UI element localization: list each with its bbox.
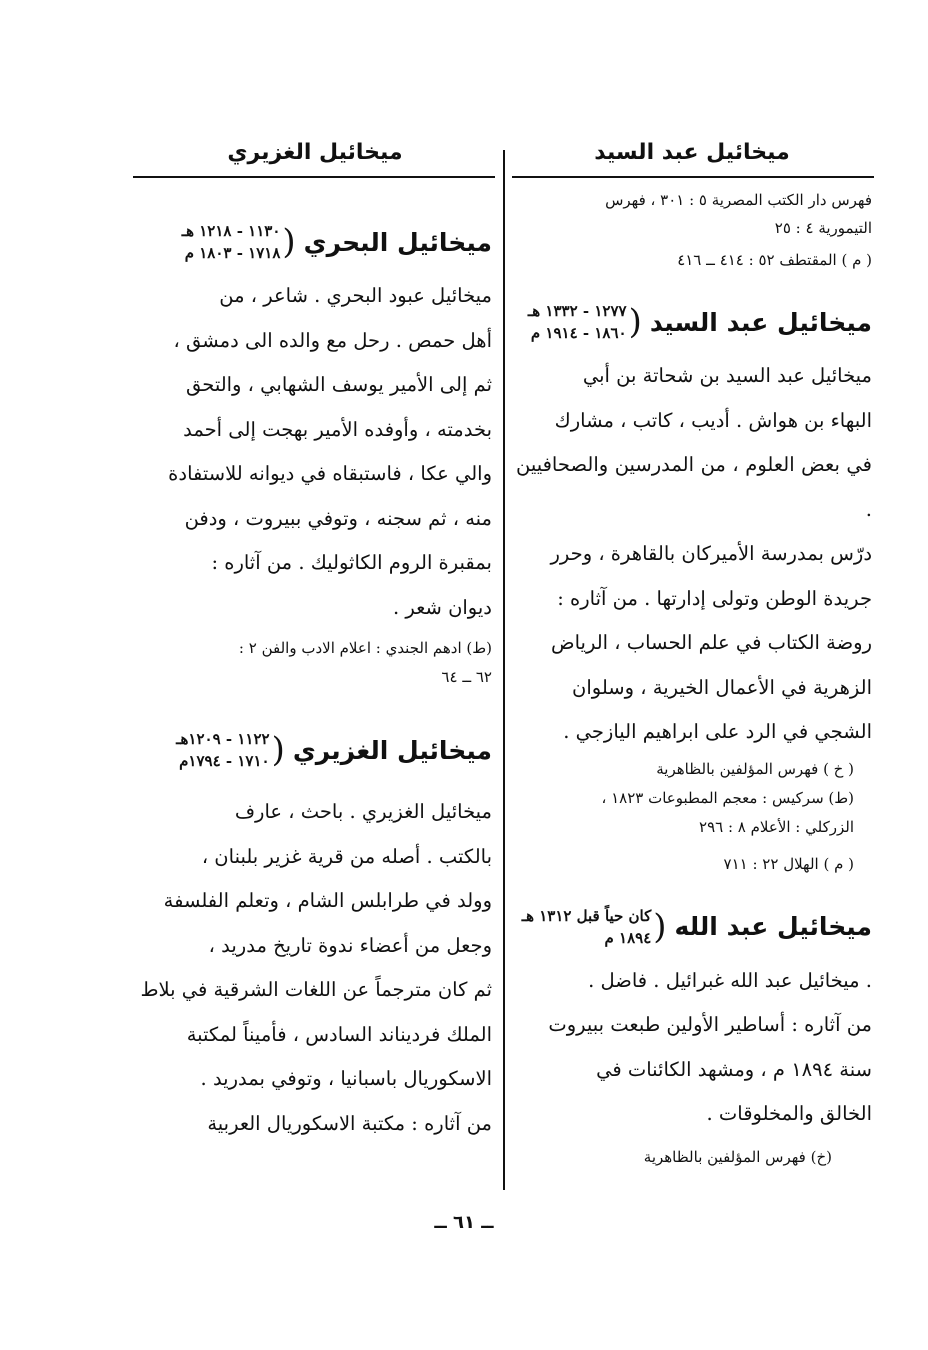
entry-references bbox=[516, 1143, 872, 1172]
body-line: الزهرية في الأعمال الخيرية ، وسلوان bbox=[572, 675, 872, 699]
body-line: الملك فرديناند السادس ، فأميناً لمكتبة bbox=[186, 1022, 492, 1046]
entry-body bbox=[136, 790, 492, 1146]
left-running-header: ميخائيل الغزيري bbox=[227, 140, 403, 165]
body-line: في بعض العلوم ، من المدرسين والصحافيين . bbox=[516, 453, 872, 521]
body-line: ميخائيل عبود البحري . شاعر ، من bbox=[219, 284, 492, 307]
intro-ref-line: فهرس دار الكتب المصرية ٥ : ٣٠١ ، فهرس bbox=[605, 191, 872, 209]
entry-heading bbox=[516, 300, 872, 344]
entry-body bbox=[516, 959, 872, 1137]
entry-name: ميخائيل عبد السيد bbox=[649, 307, 872, 337]
body-line: وولد في طرابلس الشام ، وتعلم الفلسفة bbox=[163, 889, 492, 912]
reference-line: ( خ ) فهرس المؤلفين بالظاهرية bbox=[656, 759, 854, 778]
right-column bbox=[516, 186, 872, 1172]
body-line: ثم كان مترجماً عن اللغات الشرقية في بلاط bbox=[140, 978, 492, 1001]
entry-name: ميخائيل الغزيري bbox=[292, 735, 492, 765]
date-gregorian: ١٨٦٠ - ١٩١٤ م bbox=[530, 324, 627, 342]
entry-dates bbox=[182, 220, 281, 264]
body-line: منه ، ثم سجنه ، وتوفي ببيروت ، ودفن bbox=[184, 506, 492, 530]
date-hijri: ١١٣٠ - ١٢١٨ هـ bbox=[181, 222, 281, 240]
entry-references bbox=[516, 755, 872, 879]
date-bracket: ( bbox=[282, 222, 296, 262]
entry-name: ميخائيل عبد الله bbox=[674, 912, 872, 941]
date-bracket: ( bbox=[271, 730, 285, 770]
date-hijri: ١٢٧٧ - ١٣٣٢ هـ bbox=[527, 302, 627, 320]
body-line: من آثاره : مكتبة الاسكوريال العربية bbox=[207, 1111, 492, 1135]
body-line: سنة ١٨٩٤ م ، ومشهد الكائنات في bbox=[596, 1057, 872, 1081]
entry-dates bbox=[522, 905, 652, 949]
entry-dates bbox=[176, 728, 269, 772]
entry-dates bbox=[528, 300, 627, 344]
body-line: الخالق والمخلوقات . bbox=[706, 1102, 872, 1125]
entry-heading bbox=[516, 905, 872, 949]
body-line: ديوان شعر . bbox=[392, 595, 492, 619]
date-bracket: ( bbox=[628, 302, 642, 342]
body-line: ميخائيل الغزيري . باحث ، عارف bbox=[234, 800, 492, 823]
body-line: الاسكوريال باسبانيا ، وتوفي بمدريد . bbox=[200, 1067, 492, 1090]
entry-heading bbox=[136, 728, 492, 772]
body-line: بخدمته ، وأوفده الأمير بهجت إلى أحمد bbox=[183, 417, 492, 441]
entry-references bbox=[136, 634, 492, 692]
body-line: الشجي في الرد على ابراهيم اليازجي . bbox=[563, 720, 872, 743]
body-line: البهاء بن هواش . أديب ، كاتب ، مشارك bbox=[554, 408, 872, 432]
body-line: ثم إلى الأمير يوسف الشهابي ، والتحق bbox=[185, 373, 492, 396]
right-header-rule bbox=[512, 176, 874, 178]
date-gregorian: ١٧١٠ - ١٧٩٤م bbox=[179, 752, 270, 770]
date-bracket: ( bbox=[653, 906, 667, 947]
entry-heading bbox=[136, 220, 492, 264]
date-hijri: ١١٢٢ - ١٢٠٩هـ bbox=[176, 730, 270, 748]
reference-line: ( م ) الهلال ٢٢ : ٧١١ bbox=[723, 854, 854, 873]
page-number: ــ ٦١ ــ bbox=[434, 1212, 494, 1233]
body-line: من آثاره : أساطير الأولين طبعت ببيروت bbox=[548, 1013, 872, 1036]
body-line: جريدة الوطن وتولى إدارتها . من آثاره : bbox=[557, 586, 872, 610]
right-running-header: ميخائيل عبد السيد bbox=[594, 140, 790, 165]
date-hijri: كان حياً قبل ١٣١٢ هـ bbox=[521, 906, 652, 925]
reference-line: (ط) سركيس : معجم المطبوعات ١٨٢٣ ، bbox=[601, 788, 854, 807]
body-line: بالكتب . أصله من قرية غزير بلبنان ، bbox=[201, 844, 492, 868]
body-line: روضة الكتاب في علم الحساب ، الرياض bbox=[551, 631, 872, 654]
body-line: أهل حمص . رحل مع والده الى دمشق ، bbox=[173, 328, 492, 352]
left-header-rule bbox=[133, 176, 495, 178]
intro-ref-line: التيمورية ٤ : ٢٥ bbox=[774, 219, 872, 237]
body-line: وجعل من أعضاء ندوة تاريخ مدريد ، bbox=[208, 933, 492, 957]
date-gregorian: ١٨٩٤ م bbox=[604, 928, 652, 947]
left-column bbox=[136, 186, 492, 1146]
entry-body bbox=[136, 274, 492, 630]
date-gregorian: ١٧١٨ - ١٨٠٣ م bbox=[184, 244, 281, 262]
reference-line: الزركلي : الأعلام ٨ : ٢٩٦ bbox=[699, 817, 854, 836]
intro-ref-line: ( م ) المقتطف ٥٢ : ٤١٤ ــ ٤١٦ bbox=[677, 251, 872, 269]
body-line: بمقبرة الروم الكاثوليك . من آثاره : bbox=[211, 551, 492, 574]
reference-line: (خ) فهرس المؤلفين بالظاهرية bbox=[643, 1147, 832, 1166]
entry-name: ميخائيل البحري bbox=[303, 227, 492, 257]
body-line: ميخائيل عبد السيد بن شحاتة بن أبي bbox=[582, 364, 872, 387]
reference-line: ٦٢ ــ ٦٤ bbox=[441, 668, 492, 686]
body-line: . ميخائيل عبد الله غبرائيل . فاضل . bbox=[588, 968, 872, 992]
entry-body bbox=[516, 354, 872, 755]
body-line: درّس بمدرسة الأميركان بالقاهرة ، وحرر bbox=[550, 542, 872, 565]
reference-line: (ط) ادهم الجندي : اعلام الادب والفن ٢ : bbox=[238, 639, 492, 657]
body-line: والي عكا ، فاستبقاه في ديوانه للاستفادة bbox=[168, 462, 492, 485]
column-divider bbox=[503, 150, 505, 1190]
